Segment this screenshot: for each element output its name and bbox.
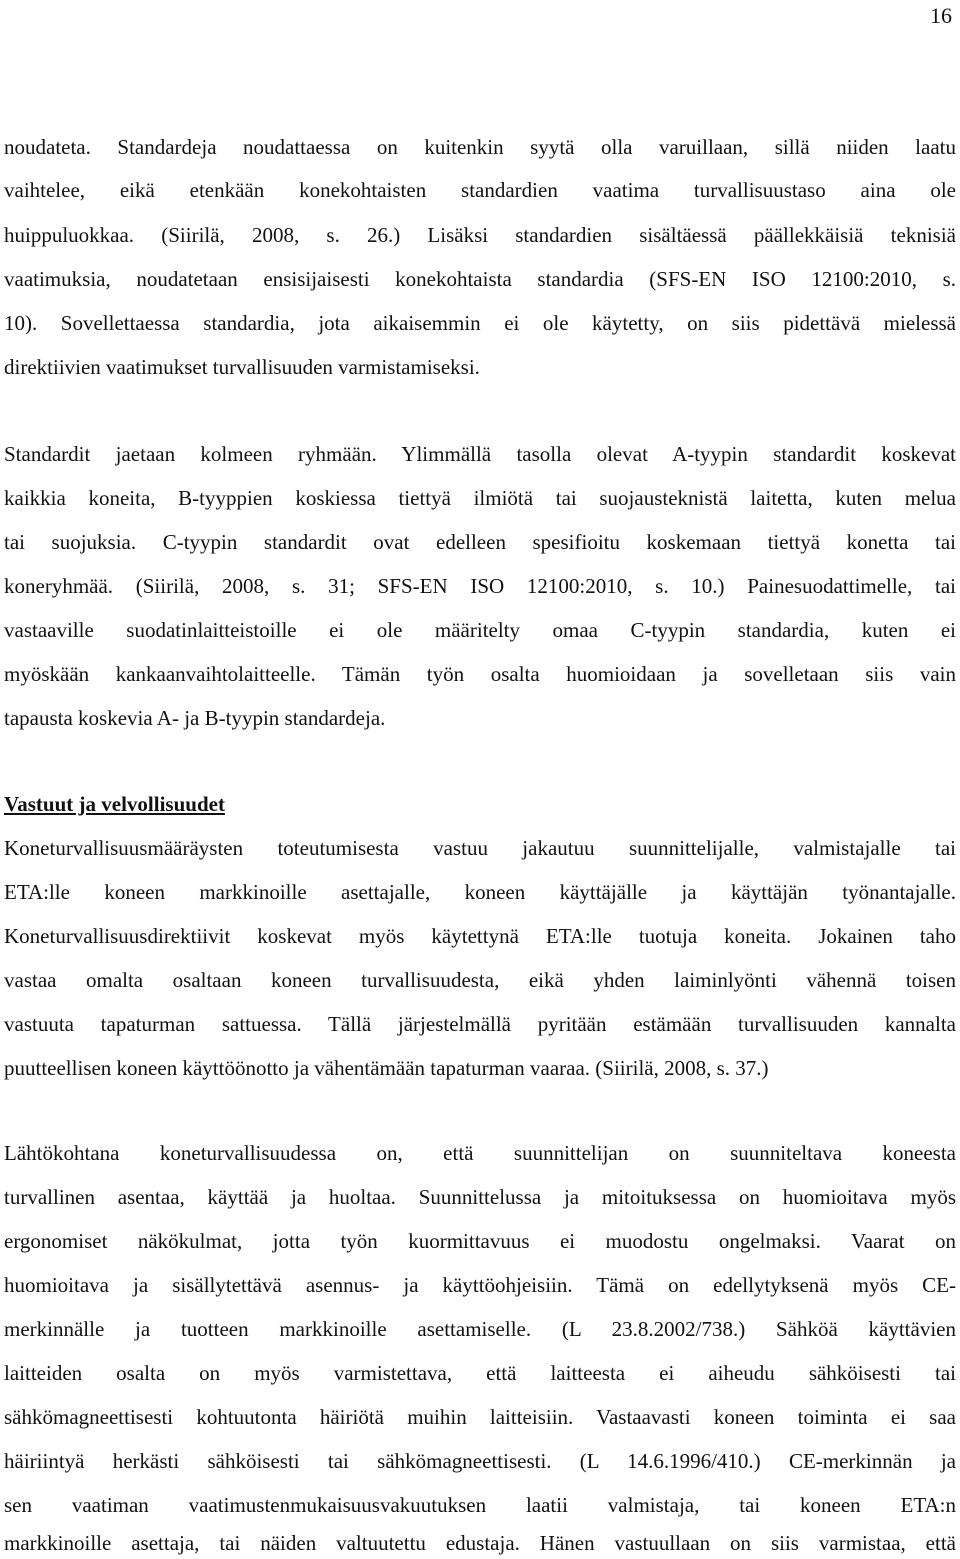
- paragraph-line: Koneturvallisuusdirektiivit koskevat myös käytettynä ETA:lle tuotuja koneita. Jokainen taho: [4, 924, 956, 948]
- paragraph-line: turvallinen asentaa, käyttää ja huoltaa. Suunnittelussa ja mitoituksessa on huomioitava myös: [4, 1185, 956, 1209]
- paragraph-line: sen vaatiman vaatimustenmukaisuusvakuutuksen laatii valmistaja, tai koneen ETA:n: [4, 1493, 956, 1517]
- paragraph-line: puutteellisen koneen käyttöönotto ja vähentämään tapaturman vaaraa. (Siirilä, 2008, s. 37.): [4, 1056, 769, 1080]
- paragraph-line: vastuuta tapaturman sattuessa. Tällä järjestelmällä pyritään estämään turvallisuuden kannalta: [4, 1012, 956, 1036]
- paragraph-line: koneryhmää. (Siirilä, 2008, s. 31; SFS-EN ISO 12100:2010, s. 10.) Painesuodattimelle, tai: [4, 574, 956, 598]
- paragraph-line: huomioitava ja sisällytettävä asennus- ja käyttöohjeisiin. Tämä on edellytyksenä myös CE-: [4, 1273, 956, 1297]
- paragraph-line: vastaaville suodatinlaitteistoille ei ole määritelty omaa C-tyypin standardia, kuten ei: [4, 618, 956, 642]
- paragraph-line: Koneturvallisuusmääräysten toteutumisesta vastuu jakautuu suunnittelijalle, valmistajalle tai: [4, 836, 956, 860]
- section-heading: Vastuut ja velvollisuudet: [4, 792, 225, 816]
- paragraph-line: tai suojuksia. C-tyypin standardit ovat edelleen spesifioitu koskemaan tiettyä konetta tai: [4, 530, 956, 554]
- paragraph-line: häiriintyä herkästi sähköisesti tai sähkömagneettisesti. (L 14.6.1996/410.) CE-merkinnän ja: [4, 1449, 956, 1473]
- paragraph-line: kaikkia koneita, B-tyyppien koskiessa tiettyä ilmiötä tai suojausteknistä laitetta, kuten melua: [4, 486, 956, 510]
- paragraph-line: sähkömagneettisesti kohtuutonta häiriötä muihin laitteisiin. Vastaavasti koneen toiminta ei saa: [4, 1405, 956, 1429]
- paragraph-line: tapausta koskevia A- ja B-tyypin standardeja.: [4, 706, 386, 730]
- paragraph-line: vastaa omalta osaltaan koneen turvallisuudesta, eikä yhden laiminlyönti vähennä toisen: [4, 968, 956, 992]
- page-number: 16: [930, 3, 952, 28]
- paragraph-line: noudateta. Standardeja noudattaessa on kuitenkin syytä olla varuillaan, sillä niiden laatu: [4, 135, 956, 159]
- paragraph-line: direktiivien vaatimukset turvallisuuden varmistamiseksi.: [4, 355, 480, 379]
- paragraph-line: vaihtelee, eikä etenkään konekohtaisten standardien vaatima turvallisuustaso aina ole: [4, 178, 956, 202]
- paragraph-line: Standardit jaetaan kolmeen ryhmään. Ylimmällä tasolla olevat A-tyypin standardit koskevat: [4, 442, 956, 466]
- paragraph-line: vaatimuksia, noudatetaan ensisijaisesti konekohtaista standardia (SFS-EN ISO 12100:2010, s.: [4, 267, 956, 291]
- paragraph-line: markkinoille asettaja, tai näiden valtuutettu edustaja. Hänen vastuullaan on siis varmistaa, että: [4, 1531, 956, 1555]
- paragraph-line: Lähtökohtana koneturvallisuudessa on, että suunnittelijan on suunniteltava koneesta: [4, 1141, 956, 1165]
- paragraph-line: 10). Sovellettaessa standardia, jota aikaisemmin ei ole käytetty, on siis pidettävä mielessä: [4, 311, 956, 335]
- paragraph-line: huippuluokkaa. (Siirilä, 2008, s. 26.) Lisäksi standardien sisältäessä päällekkäisiä teknisiä: [4, 223, 956, 247]
- paragraph-line: ergonomiset näkökulmat, jotta työn kuormittavuus ei muodostu ongelmaksi. Vaarat on: [4, 1229, 956, 1253]
- paragraph-line: laitteiden osalta on myös varmistettava, että laitteesta ei aiheudu sähköisesti tai: [4, 1361, 956, 1385]
- paragraph-line: myöskään kankaanvaihtolaitteelle. Tämän työn osalta huomioidaan ja sovelletaan siis vain: [4, 662, 956, 686]
- paragraph-line: merkinnälle ja tuotteen markkinoille asettamiselle. (L 23.8.2002/738.) Sähköä käyttävien: [4, 1317, 956, 1341]
- paragraph-line: ETA:lle koneen markkinoille asettajalle, koneen käyttäjälle ja käyttäjän työnantajalle.: [4, 880, 956, 904]
